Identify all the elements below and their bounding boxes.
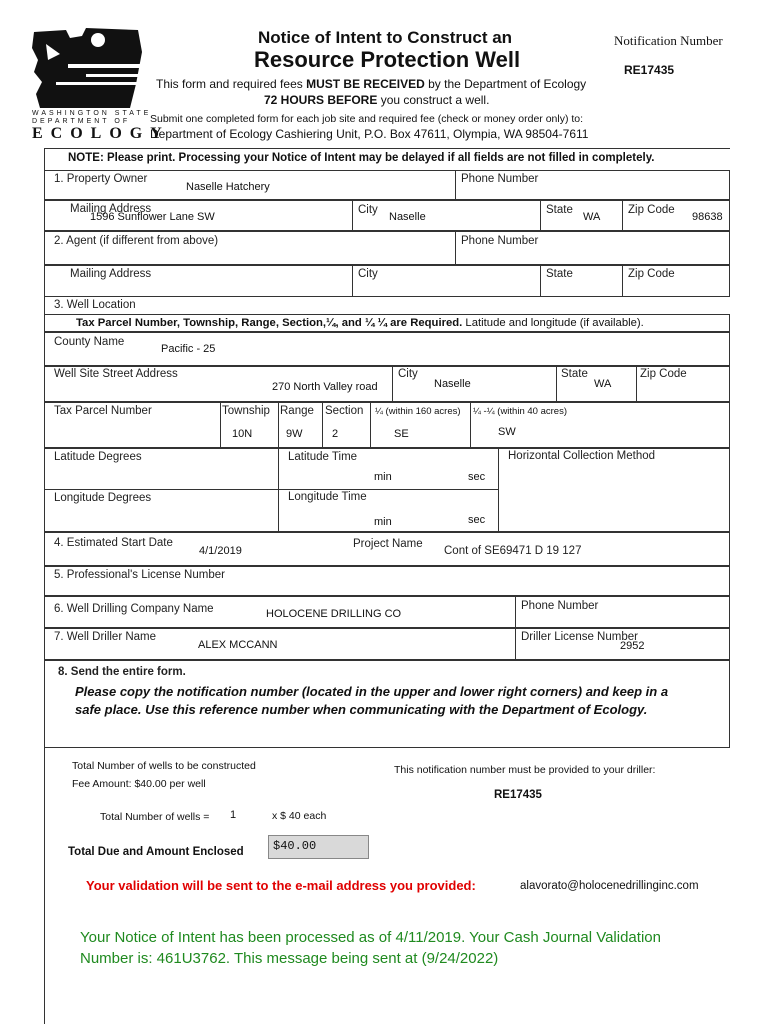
notification-number-bottom: RE17435: [494, 789, 542, 801]
divider: [392, 366, 393, 402]
owner-mailing-label: Mailing Address: [70, 203, 152, 215]
range-field[interactable]: 9W: [286, 428, 303, 440]
street-field[interactable]: 270 North Valley road: [272, 381, 378, 393]
fee-amount-label: Fee Amount: $40.00 per well: [72, 778, 206, 790]
lat-min-label: min: [374, 471, 392, 483]
quarter-quarter-label: ¼ -¼ (within 40 acres): [473, 406, 567, 417]
start-date-label: 4. Estimated Start Date: [54, 537, 173, 549]
hours-line: 72 HOURS BEFORE you construct a well.: [264, 93, 490, 107]
wells-count-field[interactable]: 1: [230, 809, 237, 821]
site-city-field[interactable]: Naselle: [434, 378, 471, 390]
township-field[interactable]: 10N: [232, 428, 253, 440]
copy-instruction-2: safe place. Use this reference number when communicating with the Department of Ecology.: [75, 702, 648, 717]
driller-name-label: 7. Well Driller Name: [54, 631, 157, 643]
divider: [556, 366, 557, 402]
owner-zip-field[interactable]: 98638: [692, 211, 723, 223]
property-owner-field[interactable]: Naselle Hatchery: [186, 181, 270, 193]
form-top-border: [44, 148, 730, 149]
processed-message-2: Number is: 461U3762. This message being sent at (9/24/2022): [80, 950, 499, 967]
agent-phone-label: Phone Number: [461, 235, 539, 247]
divider: [515, 628, 516, 660]
lat-time-label: Latitude Time: [288, 451, 358, 463]
divider: [352, 265, 353, 297]
project-name-label: Project Name: [353, 538, 423, 550]
owner-state-field[interactable]: WA: [583, 211, 601, 223]
county-box: [44, 332, 730, 366]
logo-line-1: WASHINGTON STATE: [32, 110, 152, 117]
note-text: NOTE: Please print. Processing your Notice of Intent may be delayed if all fields are not filled in completely.: [68, 152, 655, 164]
range-label: Range: [280, 405, 314, 417]
section-label: Section: [325, 405, 364, 417]
property-owner-label: 1. Property Owner: [54, 173, 148, 185]
county-label: County Name: [54, 336, 125, 348]
validation-email: alavorato@holocenedrillinginc.com: [520, 880, 699, 892]
divider: [352, 200, 353, 231]
long-time-label: Longitude Time: [288, 491, 367, 503]
copy-instruction-1: Please copy the notification number (located in the upper and lower right corners) and keep in a: [75, 684, 669, 699]
parcel-label: Tax Parcel Number: [54, 405, 152, 417]
driller-name-field[interactable]: ALEX MCCANN: [198, 639, 278, 651]
owner-mailing-field[interactable]: 1596 Sunflower Lane SW: [90, 211, 215, 223]
divider: [540, 265, 541, 297]
each-fee-label: x $ 40 each: [272, 810, 327, 822]
processed-message-1: Your Notice of Intent has been processed as of 4/11/2019. Your Cash Journal Validation: [80, 929, 661, 946]
washington-state-map-icon: [26, 24, 148, 110]
site-city-label: City: [398, 368, 418, 380]
divider: [278, 402, 279, 448]
title-line-2: Resource Protection Well: [254, 47, 521, 72]
notification-number-top: RE17435: [624, 63, 675, 77]
driller-note: This notification number must be provided to your driller:: [394, 764, 656, 776]
long-min-label: min: [374, 516, 392, 528]
logo-line-3: ECOLOGY: [32, 125, 170, 142]
professional-license-label: 5. Professional's License Number: [54, 569, 225, 581]
owner-zip-label: Zip Code: [628, 204, 675, 216]
company-phone-label: Phone Number: [521, 600, 599, 612]
wells-equals-label: Total Number of wells =: [100, 811, 210, 823]
total-wells-label: Total Number of wells to be constructed: [72, 760, 256, 772]
driller-license-field[interactable]: 2952: [620, 640, 645, 652]
submit-line: Submit one completed form for each job site and required fee (check or money order only) to:: [150, 113, 584, 125]
site-zip-label: Zip Code: [640, 368, 687, 380]
title-line-1: Notice of Intent to Construct an: [258, 28, 513, 47]
section-field[interactable]: 2: [332, 428, 339, 440]
divider: [498, 448, 499, 532]
owner-city-field[interactable]: Naselle: [389, 211, 426, 223]
quarter-label: ¼ (within 160 acres): [375, 406, 461, 417]
divider: [278, 448, 279, 532]
divider: [636, 366, 637, 402]
divider: [370, 402, 371, 448]
drilling-company-label: 6. Well Drilling Company Name: [54, 603, 214, 615]
agent-zip-label: Zip Code: [628, 268, 675, 280]
start-date-field[interactable]: 4/1/2019: [199, 545, 242, 557]
notification-label: Notification Number: [614, 33, 723, 48]
horizontal-method-label: Horizontal Collection Method: [508, 450, 656, 462]
divider: [470, 402, 471, 448]
divider: [455, 231, 456, 265]
driller-license-label: Driller License Number: [521, 631, 638, 643]
divider: [622, 200, 623, 231]
long-sec-label: sec: [468, 514, 486, 526]
agent-state-label: State: [546, 268, 573, 280]
agent-label: 2. Agent (if different from above): [54, 235, 219, 247]
well-location-heading: 3. Well Location: [54, 299, 136, 311]
address-line: Department of Ecology Cashiering Unit, P.O. Box 47611, Olympia, WA 98504-7611: [150, 127, 589, 141]
quarter-field[interactable]: SE: [394, 428, 409, 440]
lat-degrees-label: Latitude Degrees: [54, 451, 142, 463]
total-due-label: Total Due and Amount Enclosed: [68, 846, 244, 858]
required-note: Tax Parcel Number, Township, Range, Section,¼, and ¼ ¼ are Required. Latitude and longitude (if available).: [76, 317, 644, 329]
project-name-field[interactable]: Cont of SE69471 D 19 127: [444, 545, 582, 557]
county-field[interactable]: Pacific - 25: [161, 343, 216, 355]
divider: [622, 265, 623, 297]
send-form-label: 8. Send the entire form.: [58, 666, 186, 678]
quarter-quarter-field[interactable]: SW: [498, 426, 516, 438]
logo-line-2: DEPARTMENT OF: [32, 118, 131, 125]
site-state-label: State: [561, 368, 588, 380]
drilling-company-field[interactable]: HOLOCENE DRILLING CO: [266, 608, 402, 620]
owner-city-label: City: [358, 204, 378, 216]
must-receive-line: This form and required fees MUST BE RECEIVED by the Department of Ecology: [156, 77, 587, 91]
lat-sec-label: sec: [468, 471, 486, 483]
validation-label: Your validation will be sent to the e-mail address you provided:: [86, 878, 476, 893]
site-state-field[interactable]: WA: [594, 378, 612, 390]
divider: [515, 596, 516, 628]
street-label: Well Site Street Address: [54, 368, 178, 380]
divider: [322, 402, 323, 448]
divider: [540, 200, 541, 231]
agent-mailing-label: Mailing Address: [70, 268, 152, 280]
township-label: Township: [222, 405, 270, 417]
long-degrees-label: Longitude Degrees: [54, 492, 152, 504]
owner-state-label: State: [546, 204, 573, 216]
divider: [220, 402, 221, 448]
total-due-field[interactable]: $40.00: [268, 835, 369, 859]
agent-city-label: City: [358, 268, 378, 280]
divider: [455, 170, 456, 200]
owner-phone-label: Phone Number: [461, 173, 539, 185]
divider: [44, 489, 498, 490]
